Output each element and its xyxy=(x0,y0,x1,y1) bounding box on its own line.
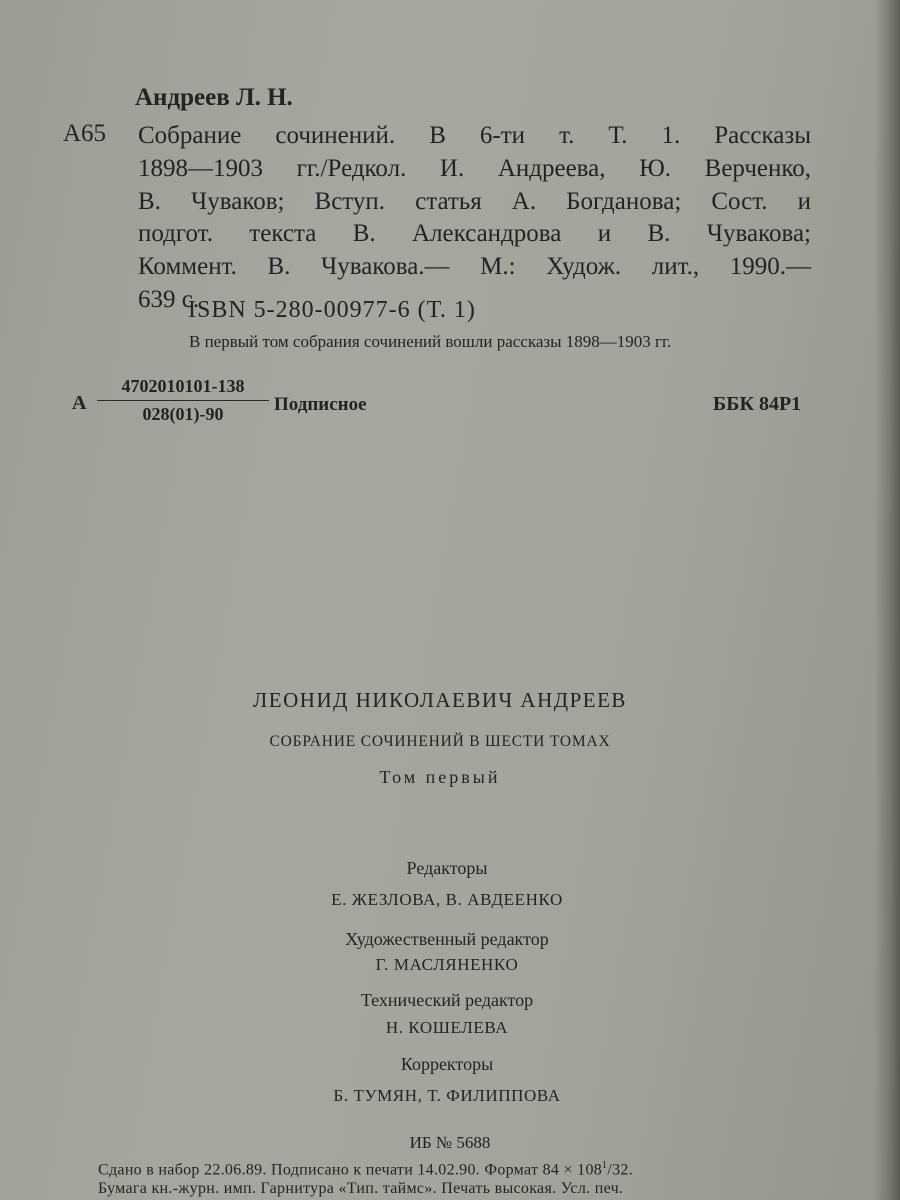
annotation-note: В первый том собрания сочинений вошли рассказы 1898—1903 гг. xyxy=(189,332,672,351)
catalog-code: А65 xyxy=(63,120,107,147)
imprint-times-sign: × xyxy=(563,1161,573,1179)
credit-role: Художественный редактор xyxy=(345,929,549,949)
volume-title: Том первый xyxy=(379,767,501,787)
credit-role: Технический редактор xyxy=(360,990,534,1010)
bbk-code: ББК 84Р1 xyxy=(713,393,802,415)
fraction-letter: А xyxy=(72,392,87,414)
credit-names: Е. ЖЕЗЛОВА, В. АВДЕЕНКО xyxy=(331,890,563,909)
imprint-line xyxy=(98,1160,633,1179)
description-line: подгот. текста В. Александрова и В. Чувакова; xyxy=(138,220,811,248)
catalog-description xyxy=(138,120,811,317)
description-line: 1898—1903 гг./Редкол. И. Андреева, Ю. Верченко, xyxy=(138,154,811,182)
credit-names: Н. КОШЕЛЕВА xyxy=(385,1018,509,1037)
credit-role: Редакторы xyxy=(406,858,488,878)
ib-number: ИБ № 5688 xyxy=(409,1133,491,1152)
imprint-format: 108 xyxy=(577,1161,603,1179)
catalog-author: Андреев Л. Н. xyxy=(135,84,293,111)
description-line: В. Чуваков; Вступ. статья А. Богданова; Сост. и xyxy=(138,187,811,215)
index-fraction xyxy=(97,376,269,425)
author-full-name: ЛЕОНИД НИКОЛАЕВИЧ АНДРЕЕВ xyxy=(253,688,627,712)
credit-role: Корректоры xyxy=(400,1054,494,1074)
imprint-superscript: 1 xyxy=(602,1160,608,1171)
fraction-numerator: 4702010101-138 xyxy=(97,376,269,401)
description-line: Коммент. В. Чувакова.— М.: Худож. лит., 1990.— xyxy=(138,253,811,281)
imprint-line: Бумага кн.-журн. имп. Гарнитура «Тип. таймс». Печать высокая. Усл. печ. xyxy=(98,1180,624,1197)
imprint-fraction: /32. xyxy=(607,1161,634,1179)
imprint-text: Сдано в набор 22.06.89. Подписано к печати 14.02.90. Формат 84 xyxy=(98,1161,560,1179)
subscription-label: Подписное xyxy=(274,394,367,415)
fraction-denominator: 028(01)-90 xyxy=(142,404,224,424)
description-line: 639 с. xyxy=(138,285,200,313)
collected-works-title: СОБРАНИЕ СОЧИНЕНИЙ В ШЕСТИ ТОМАХ xyxy=(269,733,611,750)
credit-names: Б. ТУМЯН, Т. ФИЛИППОВА xyxy=(333,1086,561,1105)
description-line: Собрание сочинений. В 6-ти т. Т. 1. Рассказы xyxy=(138,122,811,149)
isbn: ISBN 5-280-00977-6 (Т. 1) xyxy=(188,297,476,323)
credit-names: Г. МАСЛЯНЕНКО xyxy=(375,955,519,974)
